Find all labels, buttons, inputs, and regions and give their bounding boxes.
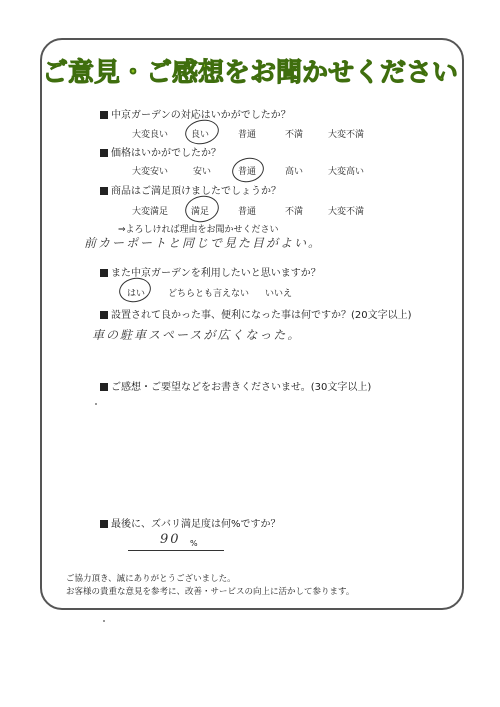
q2-option-normal[interactable]: 普通 — [238, 167, 257, 177]
question-2-label: 価格はいかがでしたか？ — [100, 144, 221, 159]
pen-mark — [95, 403, 97, 405]
footer-thanks: ご協力頂き、誠にありがとうございました。 — [66, 574, 236, 584]
question-4-label: また中京ガーデンを利用したいと思いますか？ — [100, 264, 321, 279]
q3-option-satisfied[interactable]: 満足 — [191, 207, 210, 217]
q1-option-very-dissatisfied[interactable]: 大変不満 — [328, 130, 365, 140]
q4-option-neither[interactable]: どちらとも言えない — [168, 289, 250, 299]
footer-message: お客様の貴重な意見を参考に、改善・サービスの向上に活かして参ります。 — [66, 587, 355, 597]
q1-option-normal[interactable]: 普通 — [238, 130, 257, 140]
q2-option-cheap[interactable]: 安い — [193, 167, 212, 177]
q3-option-dissatisfied[interactable]: 不満 — [285, 207, 304, 217]
scan-speck — [103, 620, 105, 622]
q5-handwritten-answer[interactable]: 車の駐車スペースが広くなった。 — [92, 328, 302, 342]
q2-option-expensive[interactable]: 高い — [285, 167, 304, 177]
q2-option-very-expensive[interactable]: 大変高い — [328, 167, 365, 177]
q7-handwritten-answer[interactable]: 90 — [160, 532, 181, 547]
q3-handwritten-answer[interactable]: 前カーポートと同じで見た目がよい。 — [84, 236, 323, 250]
q3-option-very-satisfied[interactable]: 大変満足 — [132, 207, 169, 217]
q1-option-good[interactable]: 良い — [191, 130, 210, 140]
q2-option-very-cheap[interactable]: 大変安い — [132, 167, 169, 177]
q3-option-very-dissatisfied[interactable]: 大変不満 — [328, 207, 365, 217]
q7-answer-line — [128, 550, 224, 551]
page-title: ご意見・ご感想をお聞かせください — [41, 58, 458, 88]
q7-percent-unit: % — [190, 539, 198, 548]
question-7-label: 最後に、ズバリ満足度は何%ですか？ — [100, 515, 281, 530]
q4-option-yes[interactable]: はい — [127, 289, 146, 299]
q3-option-normal[interactable]: 普通 — [238, 207, 257, 217]
q1-option-dissatisfied[interactable]: 不満 — [285, 130, 304, 140]
question-6-label: ご感想・ご要望などをお書きくださいませ。(30文字以上) — [100, 378, 371, 393]
q4-option-no[interactable]: いいえ — [265, 289, 293, 299]
q1-option-very-good[interactable]: 大変良い — [132, 130, 169, 140]
question-1-label: 中京ガーデンの対応はいかがでしたか？ — [100, 106, 291, 121]
question-5-label: 設置されて良かった事、便利になった事は何ですか？(20文字以上) — [100, 306, 412, 321]
question-3-label: 商品はご満足頂けましたでしょうか？ — [100, 182, 281, 197]
q3-reason-prompt: ⇒よろしければ理由をお聞かせください — [118, 225, 279, 235]
